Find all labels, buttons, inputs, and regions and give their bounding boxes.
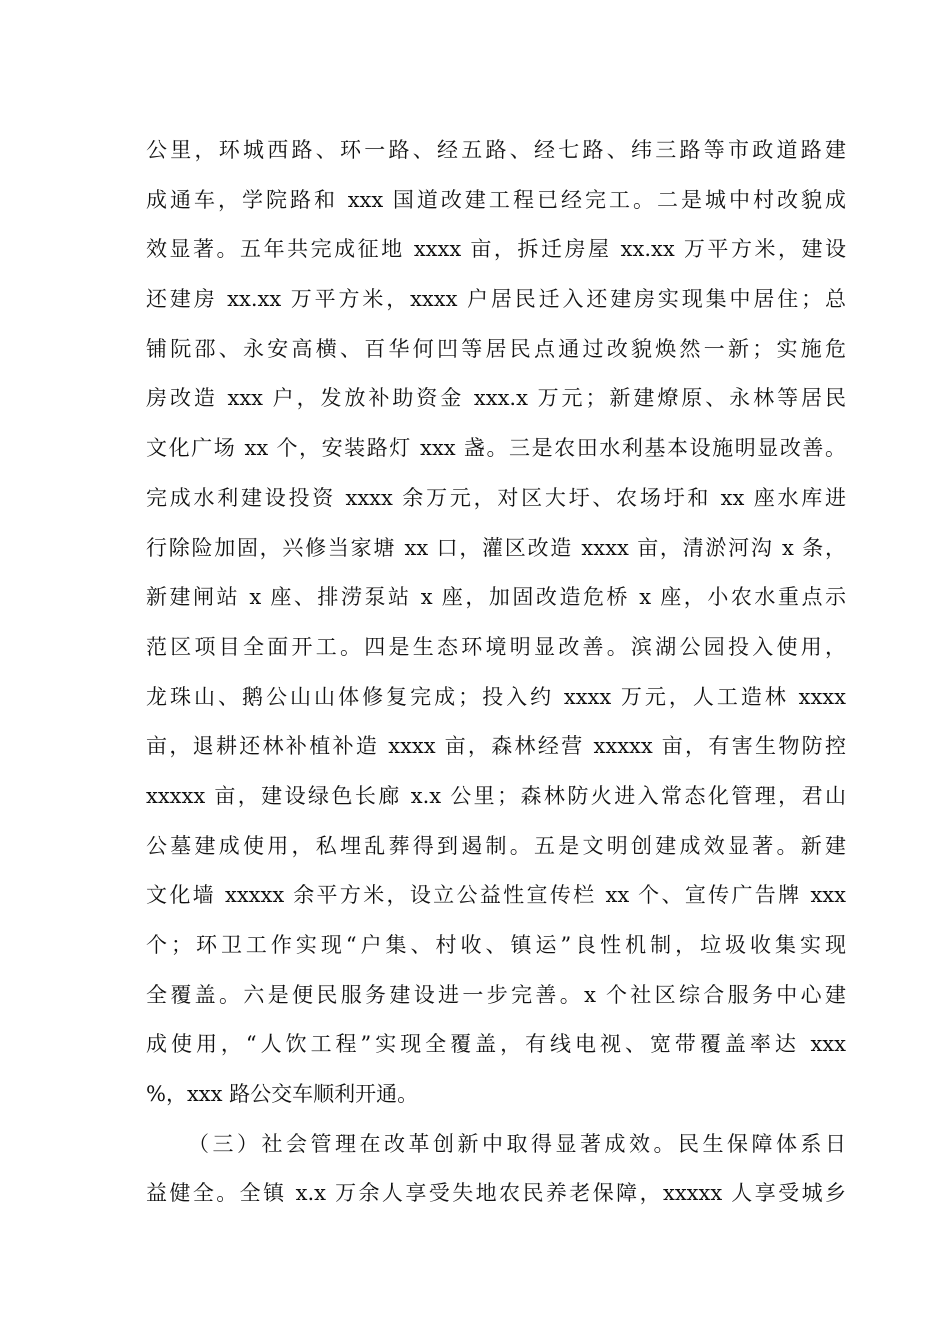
text-line: 成使用，“人饮工程”实现全覆盖，有线电视、宽带覆盖率达 xxx	[146, 1032, 846, 1057]
text-line: 成通车，学院路和 xxx 国道改建工程已经完工。二是城中村改貌成	[146, 187, 846, 212]
body-text	[146, 126, 846, 1219]
text-line: 个；环卫工作实现“户集、村收、镇运”良性机制，垃圾收集实现	[146, 933, 846, 957]
text-line: xxxxx 亩，建设绿色长廊 x.x 公里；森林防火进入常态化管理，君山	[146, 783, 846, 808]
text-line: 铺阮邵、永安高横、百华何凹等居民点通过改貌焕然一新；实施危	[146, 336, 846, 361]
text-line: 新建闸站 x 座、排涝泵站 x 座，加固改造危桥 x 座，小农水重点示	[146, 585, 846, 610]
text-line: 行除险加固，兴修当家塘 xx 口，灌区改造 xxxx 亩，清淤河沟 x 条，	[146, 535, 846, 560]
text-line: 房改造 xxx 户，发放补助资金 xxx.x 万元；新建燎原、永林等居民	[146, 386, 846, 411]
text-line: 还建房 xx.xx 万平方米，xxxx 户居民迁入还建房实现集中居住；总	[146, 287, 846, 312]
paragraph-end-line: %，xxx 路公交车顺利开通。	[146, 1082, 419, 1107]
text-line: 范区项目全面开工。四是生态环境明显改善。滨湖公园投入使用，	[146, 634, 846, 659]
text-line: 亩，退耕还林补植补造 xxxx 亩，森林经营 xxxxx 亩，有害生物防控	[146, 734, 846, 759]
text-line: 文化墙 xxxxx 余平方米，设立公益性宣传栏 xx 个、宣传广告牌 xxx	[146, 883, 846, 908]
text-line: 完成水利建设投资 xxxx 余万元，对区大圩、农场圩和 xx 座水库进	[146, 485, 846, 510]
section-heading-line: （三）社会管理在改革创新中取得显著成效。民生保障体系日	[188, 1131, 846, 1156]
text-line: 全覆盖。六是便民服务建设进一步完善。x 个社区综合服务中心建	[146, 982, 846, 1007]
text-line: 文化广场 xx 个，安装路灯 xxx 盏。三是农田水利基本设施明显改善。	[146, 436, 846, 461]
text-line: 公里，环城西路、环一路、经五路、经七路、纬三路等市政道路建	[146, 138, 846, 162]
text-line: 龙珠山、鹅公山山体修复完成；投入约 xxxx 万元，人工造林 xxxx	[146, 684, 846, 709]
text-line: 效显著。五年共完成征地 xxxx 亩，拆迁房屋 xx.xx 万平方米，建设	[146, 237, 846, 262]
text-line: 益健全。全镇 x.x 万余人享受失地农民养老保障，xxxxx 人享受城乡	[146, 1181, 846, 1206]
text-line: 公墓建成使用，私埋乱葬得到遏制。五是文明创建成效显著。新建	[146, 833, 846, 858]
